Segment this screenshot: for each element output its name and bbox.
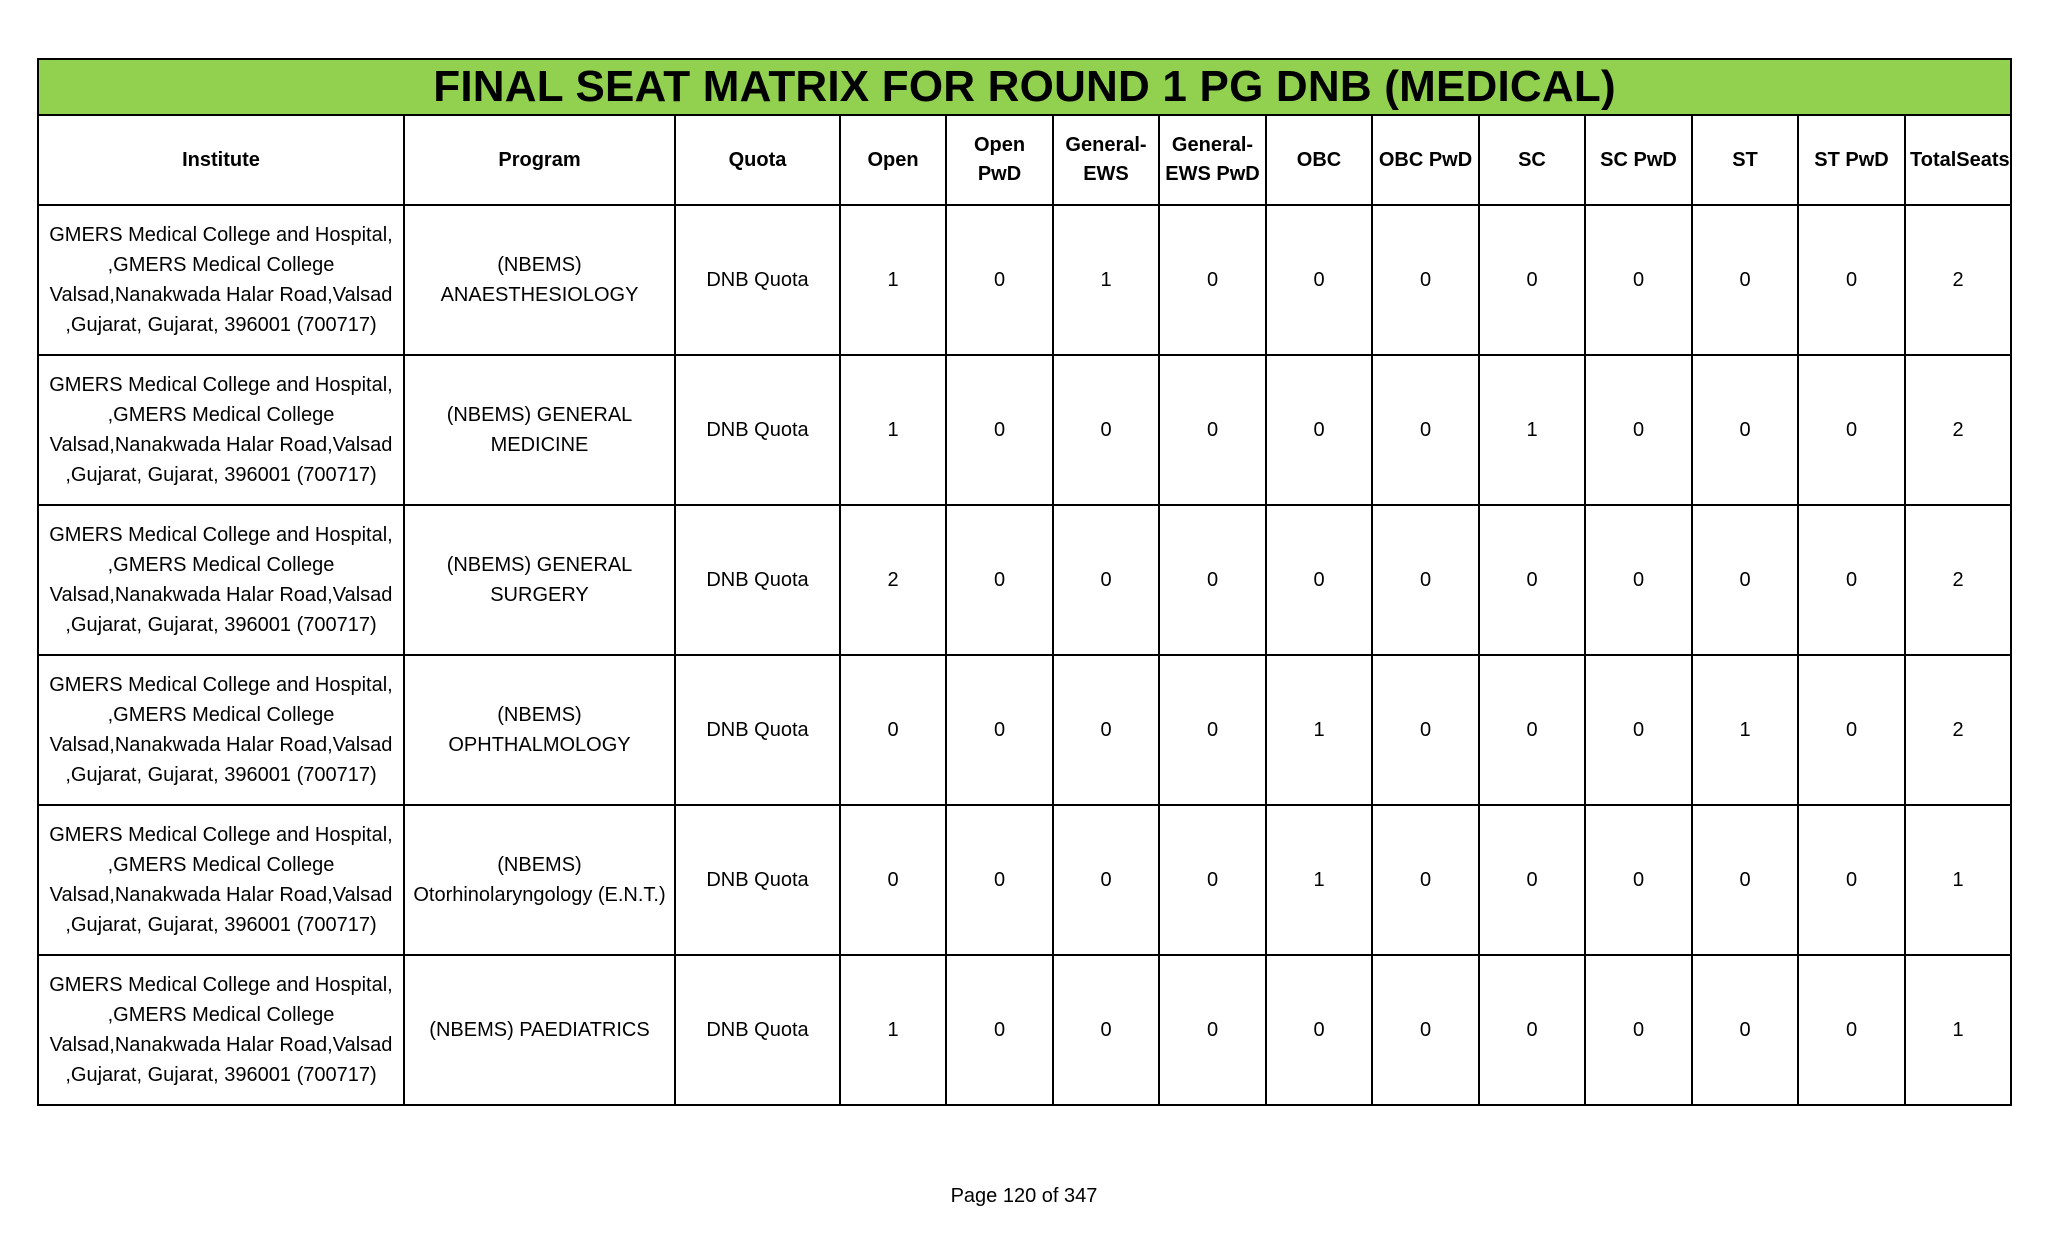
open-cell: 1 bbox=[840, 355, 946, 505]
table-row bbox=[38, 805, 2011, 955]
general-ews-pwd-cell: 0 bbox=[1159, 805, 1266, 955]
program-cell: (NBEMS) PAEDIATRICS bbox=[404, 955, 675, 1105]
open-pwd-cell: 0 bbox=[946, 505, 1053, 655]
obc-cell: 0 bbox=[1266, 205, 1372, 355]
obc-pwd-cell: 0 bbox=[1372, 655, 1479, 805]
page-number: Page 120 of 347 bbox=[950, 1185, 1098, 1207]
open-pwd-cell: 0 bbox=[946, 355, 1053, 505]
total-seats-cell: 2 bbox=[1905, 505, 2011, 655]
institute-cell: GMERS Medical College and Hospital, ,GMERS Medical College Valsad,Nanakwada Halar Road,Valsad ,Gujarat, Gujarat, 396001 (700717) bbox=[38, 805, 404, 955]
column-header-program: Program bbox=[404, 115, 675, 205]
quota-cell: DNB Quota bbox=[675, 505, 840, 655]
column-header-quota: Quota bbox=[675, 115, 840, 205]
title-row bbox=[38, 59, 2011, 115]
sc-cell: 0 bbox=[1479, 955, 1585, 1105]
total-seats-cell: 2 bbox=[1905, 205, 2011, 355]
column-header-st: ST bbox=[1692, 115, 1798, 205]
total-seats-cell: 2 bbox=[1905, 655, 2011, 805]
sc-pwd-cell: 0 bbox=[1585, 955, 1692, 1105]
column-header-st-pwd: ST PwD bbox=[1798, 115, 1905, 205]
general-ews-cell: 0 bbox=[1053, 655, 1159, 805]
table-row bbox=[38, 205, 2011, 355]
open-cell: 1 bbox=[840, 955, 946, 1105]
column-header-sc: SC bbox=[1479, 115, 1585, 205]
general-ews-cell: 0 bbox=[1053, 955, 1159, 1105]
seat-matrix-table bbox=[37, 58, 2012, 1106]
program-cell: (NBEMS) OPHTHALMOLOGY bbox=[404, 655, 675, 805]
sc-cell: 0 bbox=[1479, 205, 1585, 355]
program-cell: (NBEMS) ANAESTHESIOLOGY bbox=[404, 205, 675, 355]
st-cell: 0 bbox=[1692, 505, 1798, 655]
institute-cell: GMERS Medical College and Hospital, ,GMERS Medical College Valsad,Nanakwada Halar Road,Valsad ,Gujarat, Gujarat, 396001 (700717) bbox=[38, 505, 404, 655]
quota-cell: DNB Quota bbox=[675, 655, 840, 805]
obc-pwd-cell: 0 bbox=[1372, 955, 1479, 1105]
column-header-total-seats: TotalSeats bbox=[1905, 115, 2011, 205]
program-cell: (NBEMS) GENERAL SURGERY bbox=[404, 505, 675, 655]
quota-cell: DNB Quota bbox=[675, 355, 840, 505]
obc-cell: 0 bbox=[1266, 355, 1372, 505]
open-cell: 0 bbox=[840, 805, 946, 955]
open-cell: 0 bbox=[840, 655, 946, 805]
obc-pwd-cell: 0 bbox=[1372, 505, 1479, 655]
open-pwd-cell: 0 bbox=[946, 805, 1053, 955]
general-ews-cell: 1 bbox=[1053, 205, 1159, 355]
obc-pwd-cell: 0 bbox=[1372, 805, 1479, 955]
st-pwd-cell: 0 bbox=[1798, 655, 1905, 805]
obc-cell: 0 bbox=[1266, 955, 1372, 1105]
open-pwd-cell: 0 bbox=[946, 205, 1053, 355]
table-row bbox=[38, 955, 2011, 1105]
quota-cell: DNB Quota bbox=[675, 205, 840, 355]
general-ews-pwd-cell: 0 bbox=[1159, 655, 1266, 805]
sc-pwd-cell: 0 bbox=[1585, 205, 1692, 355]
column-header-general-ews-pwd: General-EWS PwD bbox=[1159, 115, 1266, 205]
sc-cell: 0 bbox=[1479, 505, 1585, 655]
column-header-open-pwd: Open PwD bbox=[946, 115, 1053, 205]
sc-pwd-cell: 0 bbox=[1585, 505, 1692, 655]
quota-cell: DNB Quota bbox=[675, 955, 840, 1105]
column-header-obc-pwd: OBC PwD bbox=[1372, 115, 1479, 205]
obc-cell: 0 bbox=[1266, 505, 1372, 655]
table-row bbox=[38, 655, 2011, 805]
program-cell: (NBEMS) GENERAL MEDICINE bbox=[404, 355, 675, 505]
st-cell: 0 bbox=[1692, 955, 1798, 1105]
sc-pwd-cell: 0 bbox=[1585, 655, 1692, 805]
table-row bbox=[38, 505, 2011, 655]
general-ews-cell: 0 bbox=[1053, 355, 1159, 505]
open-cell: 1 bbox=[840, 205, 946, 355]
st-cell: 1 bbox=[1692, 655, 1798, 805]
quota-cell: DNB Quota bbox=[675, 805, 840, 955]
open-cell: 2 bbox=[840, 505, 946, 655]
sc-cell: 0 bbox=[1479, 655, 1585, 805]
institute-cell: GMERS Medical College and Hospital, ,GMERS Medical College Valsad,Nanakwada Halar Road,Valsad ,Gujarat, Gujarat, 396001 (700717) bbox=[38, 655, 404, 805]
total-seats-cell: 1 bbox=[1905, 955, 2011, 1105]
column-header-obc: OBC bbox=[1266, 115, 1372, 205]
total-seats-cell: 2 bbox=[1905, 355, 2011, 505]
general-ews-pwd-cell: 0 bbox=[1159, 955, 1266, 1105]
st-pwd-cell: 0 bbox=[1798, 205, 1905, 355]
institute-cell: GMERS Medical College and Hospital, ,GMERS Medical College Valsad,Nanakwada Halar Road,Valsad ,Gujarat, Gujarat, 396001 (700717) bbox=[38, 205, 404, 355]
obc-pwd-cell: 0 bbox=[1372, 205, 1479, 355]
sc-cell: 1 bbox=[1479, 355, 1585, 505]
sc-pwd-cell: 0 bbox=[1585, 805, 1692, 955]
open-pwd-cell: 0 bbox=[946, 655, 1053, 805]
total-seats-cell: 1 bbox=[1905, 805, 2011, 955]
column-header-row bbox=[38, 115, 2011, 205]
program-cell: (NBEMS) Otorhinolaryngology (E.N.T.) bbox=[404, 805, 675, 955]
institute-cell: GMERS Medical College and Hospital, ,GMERS Medical College Valsad,Nanakwada Halar Road,Valsad ,Gujarat, Gujarat, 396001 (700717) bbox=[38, 955, 404, 1105]
st-cell: 0 bbox=[1692, 805, 1798, 955]
st-pwd-cell: 0 bbox=[1798, 955, 1905, 1105]
st-pwd-cell: 0 bbox=[1798, 805, 1905, 955]
st-pwd-cell: 0 bbox=[1798, 505, 1905, 655]
table-row bbox=[38, 355, 2011, 505]
obc-cell: 1 bbox=[1266, 805, 1372, 955]
obc-pwd-cell: 0 bbox=[1372, 355, 1479, 505]
st-cell: 0 bbox=[1692, 205, 1798, 355]
general-ews-pwd-cell: 0 bbox=[1159, 505, 1266, 655]
open-pwd-cell: 0 bbox=[946, 955, 1053, 1105]
column-header-sc-pwd: SC PwD bbox=[1585, 115, 1692, 205]
general-ews-pwd-cell: 0 bbox=[1159, 205, 1266, 355]
institute-cell: GMERS Medical College and Hospital, ,GMERS Medical College Valsad,Nanakwada Halar Road,Valsad ,Gujarat, Gujarat, 396001 (700717) bbox=[38, 355, 404, 505]
general-ews-cell: 0 bbox=[1053, 505, 1159, 655]
sc-pwd-cell: 0 bbox=[1585, 355, 1692, 505]
general-ews-cell: 0 bbox=[1053, 805, 1159, 955]
st-cell: 0 bbox=[1692, 355, 1798, 505]
general-ews-pwd-cell: 0 bbox=[1159, 355, 1266, 505]
obc-cell: 1 bbox=[1266, 655, 1372, 805]
column-header-open: Open bbox=[840, 115, 946, 205]
sc-cell: 0 bbox=[1479, 805, 1585, 955]
column-header-general-ews: General-EWS bbox=[1053, 115, 1159, 205]
column-header-institute: Institute bbox=[38, 115, 404, 205]
table-title: FINAL SEAT MATRIX FOR ROUND 1 PG DNB (MEDICAL) bbox=[38, 59, 2011, 115]
st-pwd-cell: 0 bbox=[1798, 355, 1905, 505]
